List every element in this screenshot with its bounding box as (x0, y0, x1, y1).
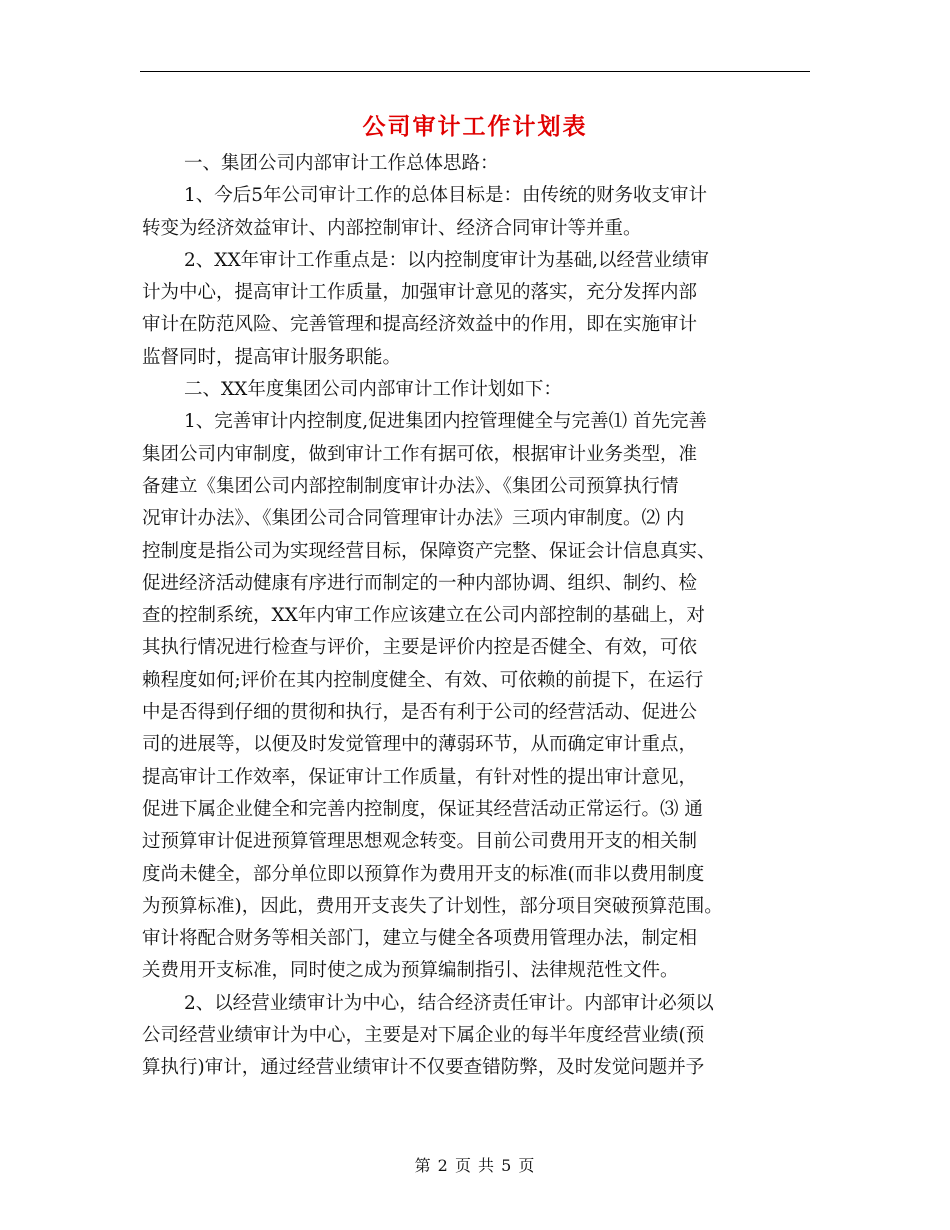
text-line: 1、今后5年公司审计工作的总体目标是：由传统的财务收支审计 (184, 185, 708, 207)
text-line: 2、XX年审计工作重点是：以内控制度审计为基础,以经营业绩审 (184, 249, 709, 271)
text-line: 度尚未健全，部分单位即以预算作为费用开支的标准(而非以费用制度 (142, 863, 705, 885)
text-line: 计为中心，提高审计工作质量，加强审计意见的落实，充分发挥内部 (142, 282, 698, 304)
text-line: 赖程度如何;评价在其内控制度健全、有效、可依赖的前提下，在运行 (142, 669, 704, 691)
document-body (142, 148, 808, 1085)
text-line: 过预算审计促进预算管理思想观念转变。目前公司费用开支的相关制 (142, 831, 698, 853)
document-title: 公司审计工作计划表 (362, 113, 588, 140)
text-line: 控制度是指公司为实现经营目标，保障资产完整、保证会计信息真实、 (142, 540, 716, 562)
text-line: 一、集团公司内部审计工作总体思路： (184, 153, 499, 174)
text-line: 其执行情况进行检查与评价，主要是评价内控是否健全、有效，可依 (142, 637, 698, 659)
text-line: 监督同时，提高审计服务职能。 (142, 346, 402, 368)
header-rule (140, 71, 810, 72)
text-line: 提高审计工作效率，保证审计工作质量，有针对性的提出审计意见， (142, 766, 698, 788)
text-line: 促进下属企业健全和完善内控制度，保证其经营活动正常运行。⑶ 通 (142, 798, 703, 820)
text-line: 算执行)审计，通过经营业绩审计不仅要查错防弊，及时发觉问题并予 (142, 1057, 705, 1079)
text-line: 查的控制系统，XX年内审工作应该建立在公司内部控制的基础上，对 (142, 605, 705, 627)
text-line: 集团公司内审制度，做到审计工作有据可依，根据审计业务类型，准 (142, 443, 698, 465)
page-footer: 第 2 页 共 5 页 (414, 1156, 536, 1175)
text-line: 中是否得到仔细的贯彻和执行，是否有利于公司的经营活动、促进公 (142, 702, 698, 724)
text-line: 2、以经营业绩审计为中心，结合经济责任审计。内部审计必须以 (184, 992, 714, 1014)
text-line: 转变为经济效益审计、内部控制审计、经济合同审计等并重。 (142, 217, 642, 239)
text-line: 促进经济活动健康有序进行而制定的一种内部协调、组织、制约、检 (142, 572, 698, 594)
text-line: 备建立《集团公司内部控制制度审计办法》、《集团公司预算执行情 (142, 475, 679, 497)
text-line: 1、完善审计内控制度,促进集团内控管理健全与完善⑴ 首先完善 (184, 411, 708, 433)
text-line: 二、XX年度集团公司内部审计工作计划如下： (184, 379, 562, 401)
text-line: 况审计办法》、《集团公司合同管理审计办法》三项内审制度。⑵ 内 (142, 508, 685, 530)
text-line: 公司经营业绩审计为中心，主要是对下属企业的每半年度经营业绩(预 (142, 1025, 705, 1047)
text-line: 审计在防范风险、完善管理和提高经济效益中的作用，即在实施审计 (142, 314, 698, 336)
text-line: 审计将配合财务等相关部门，建立与健全各项费用管理办法，制定相 (142, 928, 698, 950)
text-line: 为预算标准)，因此，费用开支丧失了计划性，部分项目突破预算范围。 (142, 895, 723, 917)
text-line: 关费用开支标准，同时使之成为预算编制指引、法律规范性文件。 (142, 960, 679, 982)
text-line: 司的进展等，以便及时发觉管理中的薄弱环节，从而确定审计重点， (142, 734, 698, 756)
